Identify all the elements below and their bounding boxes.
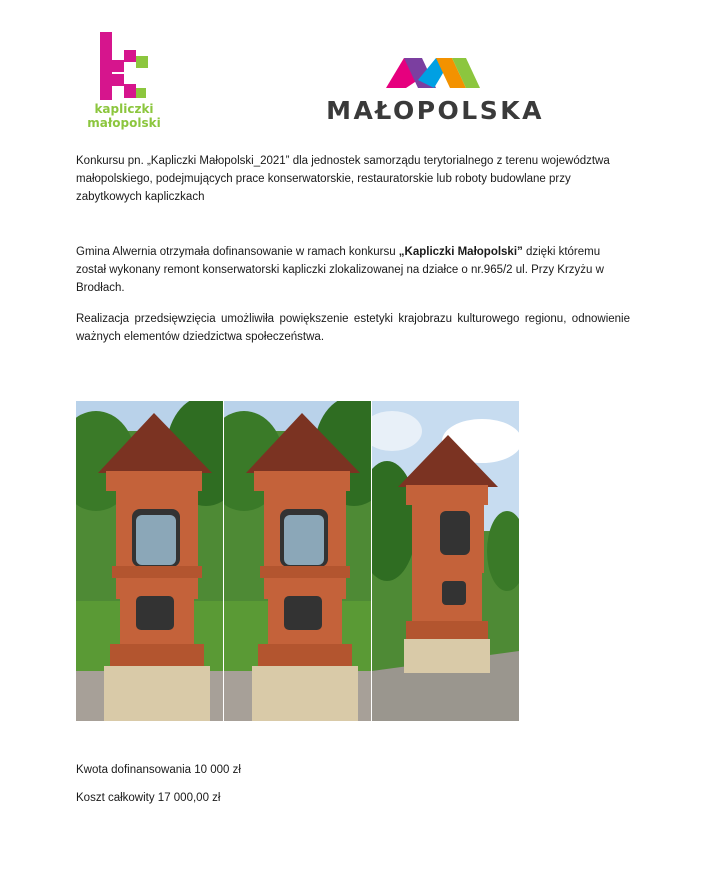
grant-paragraph-rest: dzięki któremu został wykonany remont konserwatorski kapliczki zlokalizowanej na działce o nr.965/2 ul. Przy Krzyżu w Brodłach. [76, 246, 604, 294]
grant-paragraph [76, 243, 630, 297]
malopolska-logo-text: MAŁOPOLSKA [326, 96, 544, 125]
chapel-photo-side [372, 401, 519, 721]
kapliczki-logo-line2: małopolski [87, 116, 161, 130]
chapel-photo-front [76, 401, 223, 721]
contest-name: „Kapliczki Małopolski” [398, 246, 523, 258]
kapliczki-logo-line1: kapliczki [94, 102, 154, 116]
chapel-photo-front-2 [224, 401, 371, 721]
total-cost: Koszt całkowity 17 000,00 zł [76, 792, 221, 804]
grant-paragraph-lead: Gmina Alwernia otrzymała dofinansowanie w ramach konkursu [76, 246, 399, 258]
intro-paragraph: Konkursu pn. „Kapliczki Małopolski_2021” dla jednostek samorządu terytorialnego z terenu województwa małopolskiego, podejmujących prace konserwatorskie, restauratorskie lub roboty budowlane przy zabytkowych kapliczkach [76, 155, 610, 203]
outcome-paragraph: Realizacja przedsięwzięcia umożliwiła powiększenie estetyki krajobrazu kulturowego regionu, odnowienie ważnych elementów dziedzictwa społeczeństwa. [76, 313, 630, 343]
funding-amount: Kwota dofinansowania 10 000 zł [76, 764, 241, 776]
